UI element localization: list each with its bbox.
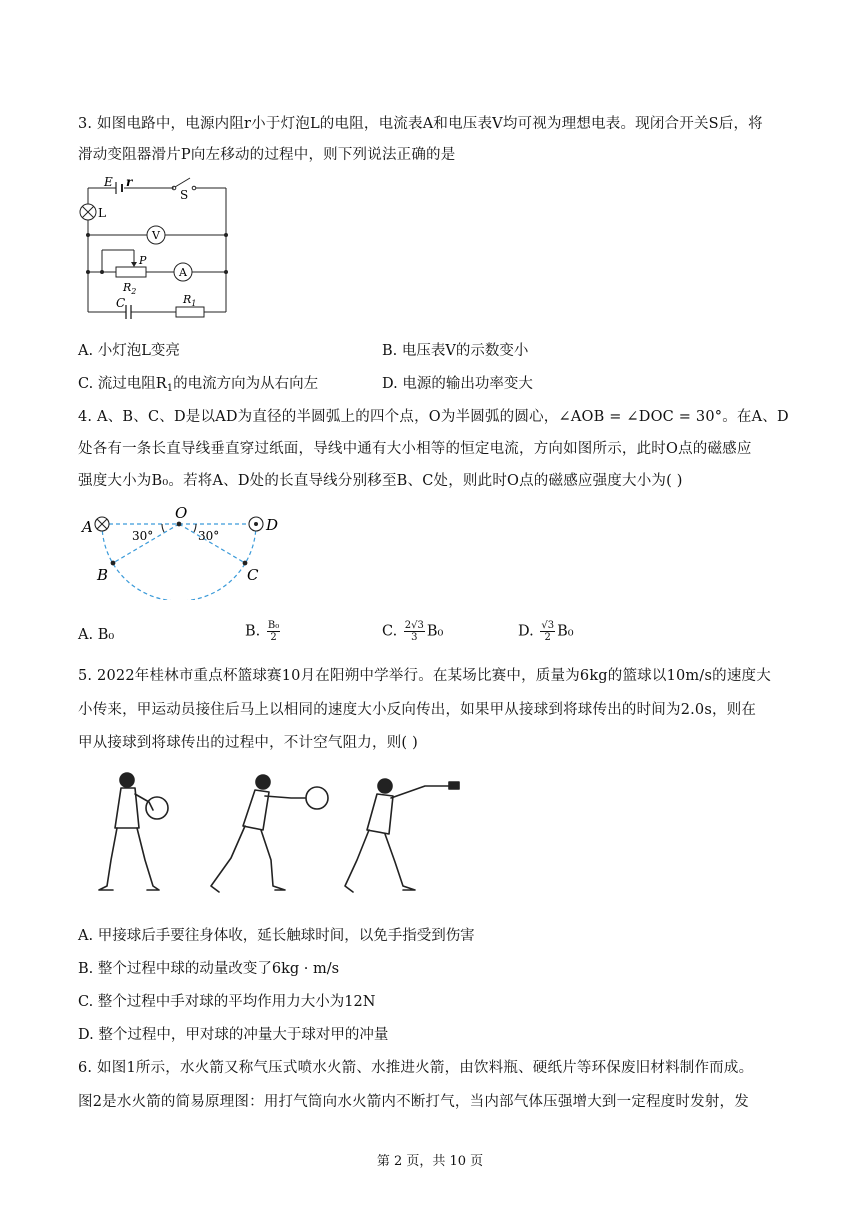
point-B-label: B xyxy=(97,566,109,584)
q5-option-b: B. 整个过程中球的动量改变了6kg · m/s xyxy=(78,961,340,977)
q3-option-a: A. 小灯泡L变亮 xyxy=(78,343,180,359)
q5-option-a: A. 甲接球后手要往身体收，延长触球时间，以免手指受到伤害 xyxy=(78,928,475,944)
q6-text-line2: 图2是水火箭的简易原理图：用打气筒向水火箭内不断打气，当内部气体压强增大到一定程度时发射，发 xyxy=(78,1094,749,1110)
point-O-label: O xyxy=(175,504,188,522)
page-footer: 第 2 页，共 10 页 xyxy=(376,1154,484,1169)
angle-right-label: 30° xyxy=(198,529,220,543)
label-S: S xyxy=(180,188,189,202)
point-C-label: C xyxy=(247,566,259,584)
q5-basketball-pass-illustration xyxy=(95,768,475,898)
label-E: E xyxy=(104,175,113,189)
label-r: r xyxy=(126,175,133,189)
q5-option-c: C. 整个过程中手对球的平均作用力大小为12N xyxy=(78,994,376,1010)
point-A-label: A xyxy=(82,518,93,536)
q4-option-b: B. $\frac{\text{B₀}}{2}$ xyxy=(245,620,280,643)
q5-text-line1: 5. 2022年桂林市重点杯篮球赛10月在阳朔中学举行。在某场比赛中，质量为6kg的篮球以10m/s的速度大 xyxy=(78,668,771,684)
label-L: L xyxy=(98,206,106,220)
q3-circuit-diagram xyxy=(76,172,236,322)
q4-text-line1: 4. A、B、C、D是以AD为直径的半圆弧上的四个点，O为半圆弧的圆心，∠AOB = ∠DOC = 30°。在A、D xyxy=(78,409,789,425)
angle-left-label: 30° xyxy=(132,529,154,543)
q3-option-d: D. 电源的输出功率变大 xyxy=(382,376,533,392)
label-C: C xyxy=(116,296,126,310)
q4-option-a: A. B₀ xyxy=(78,627,115,643)
q4-option-c: C. $\frac{2√3}{3}$ B₀ xyxy=(382,620,444,643)
label-R1: $R_1$ xyxy=(183,293,197,308)
label-P: P xyxy=(139,254,147,267)
q5-option-d: D. 整个过程中，甲对球的冲量大于球对甲的冲量 xyxy=(78,1027,389,1043)
point-D-label: D xyxy=(266,516,279,534)
q5-text-line2: 小传来，甲运动员接住后马上以相同的速度大小反向传出，如果甲从接球到将球传出的时间为2.0s，则在 xyxy=(78,702,757,718)
q3-text-line2: 滑动变阻器滑片P向左移动的过程中，则下列说法正确的是 xyxy=(78,147,456,163)
label-V: V xyxy=(152,229,160,242)
q4-semicircle-diagram xyxy=(80,500,300,600)
q4-text-line2: 处各有一条长直导线垂直穿过纸面，导线中通有大小相等的恒定电流，方向如图所示，此时O点的磁感应 xyxy=(78,441,752,457)
q3-option-b: B. 电压表V的示数变小 xyxy=(382,343,529,359)
label-A: A xyxy=(179,266,187,279)
q5-text-line3: 甲从接球到将球传出的过程中，不计空气阻力，则( ) xyxy=(78,735,418,751)
label-R2: $R_2$ xyxy=(123,281,137,296)
q3-text-line1: 3. 如图电路中，电源内阻r小于灯泡L的电阻，电流表A和电压表V均可视为理想电表。现闭合开关S后，将 xyxy=(78,116,763,132)
q6-text-line1: 6. 如图1所示，水火箭又称气压式喷水火箭、水推进火箭，由饮料瓶、硬纸片等环保废旧材料制作而成。 xyxy=(78,1060,754,1076)
q4-text-line3: 强度大小为B₀。若将A、D处的长直导线分别移至B、C处，则此时O点的磁感应强度大小为( ) xyxy=(78,473,683,489)
q4-option-d: D. $\frac{√3}{2}$ B₀ xyxy=(518,620,574,643)
q3-option-c: C. 流过电阻$R_1$的电流方向为从右向左 xyxy=(78,376,319,394)
